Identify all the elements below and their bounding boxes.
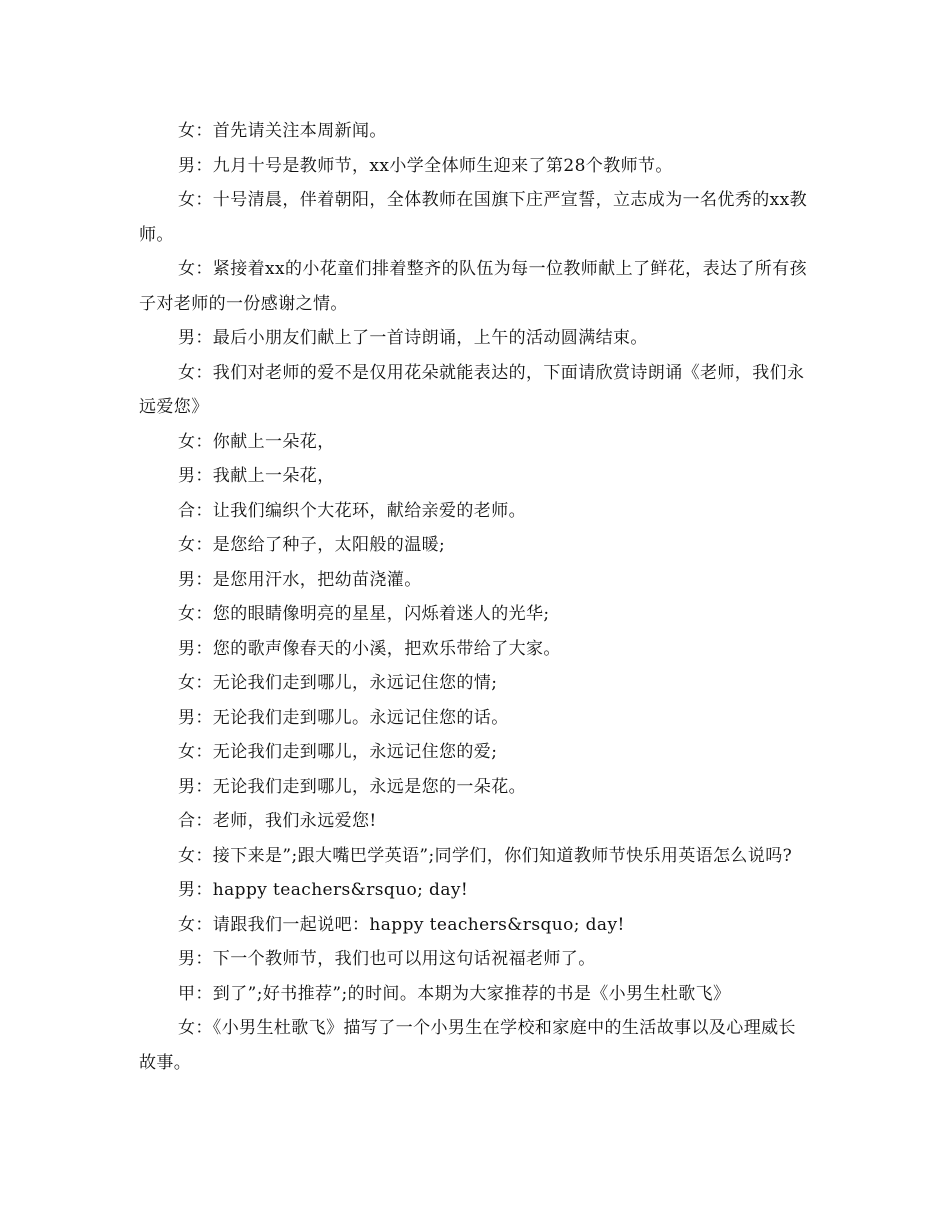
paragraph: 男：最后小朋友们献上了一首诗朗诵，上午的活动圆满结束。: [178, 328, 648, 348]
paragraph: 女：首先请关注本周新闻。: [178, 121, 387, 141]
paragraph: 女：无论我们走到哪儿，永远记住您的情;: [178, 673, 498, 693]
paragraph: 女：无论我们走到哪儿，永远记住您的爱;: [178, 742, 498, 762]
paragraph: 女：接下来是”;跟大嘴巴学英语”;同学们，你们知道教师节快乐用英语怎么说吗?: [178, 845, 793, 866]
paragraph: 甲：到了”;好书推荐”;的时间。本期为大家推荐的书是《小男生杜歌飞》: [178, 983, 731, 1004]
paragraph: 男：happy teachers&rsquo; day!: [178, 880, 469, 900]
paragraph: 男：下一个教师节，我们也可以用这句话祝福老师了。: [178, 949, 596, 969]
paragraph: 男：是您用汗水，把幼苗浇灌。: [178, 569, 422, 590]
paragraph: 男：我献上一朵花，: [178, 466, 335, 486]
paragraph: 合：让我们编织个大花环，献给亲爱的老师。: [178, 500, 526, 521]
paragraph: 女：是您给了种子，太阳般的温暖;: [178, 535, 446, 555]
paragraph: 合：老师，我们永远爱您!: [178, 811, 377, 831]
paragraph: 男：九月十号是教师节，xx小学全体师生迎来了第28个教师节。: [178, 155, 673, 176]
paragraph: 女：你献上一朵花，: [178, 431, 335, 452]
paragraph: 女：我们对老师的爱不是仅用花朵就能表达的，下面请欣赏诗朗诵《老师，我们永远爱您》: [139, 362, 805, 417]
paragraph: 男：无论我们走到哪儿，永远是您的一朵花。: [178, 776, 526, 797]
paragraph: 女：《小男生杜歌飞》描写了一个小男生在学校和家庭中的生活故事以及心理威长故事。: [139, 1018, 796, 1073]
paragraph: 女：十号清晨，伴着朝阳，全体教师在国旗下庄严宣誓，立志成为一名优秀的xx教师。: [139, 190, 807, 245]
paragraph: 男：无论我们走到哪儿。永远记住您的话。: [178, 707, 509, 728]
paragraph: 女：请跟我们一起说吧：happy teachers&rsquo; day!: [178, 914, 625, 935]
paragraph: 女：紧接着xx的小花童们排着整齐的队伍为每一位教师献上了鲜花，表达了所有孩子对老师的一份感谢之情。: [139, 259, 807, 314]
paragraph: 女：您的眼睛像明亮的星星，闪烁着迷人的光华;: [178, 604, 550, 624]
paragraph: 男：您的歌声像春天的小溪，把欢乐带给了大家。: [178, 638, 561, 659]
document-body: [139, 114, 813, 1080]
